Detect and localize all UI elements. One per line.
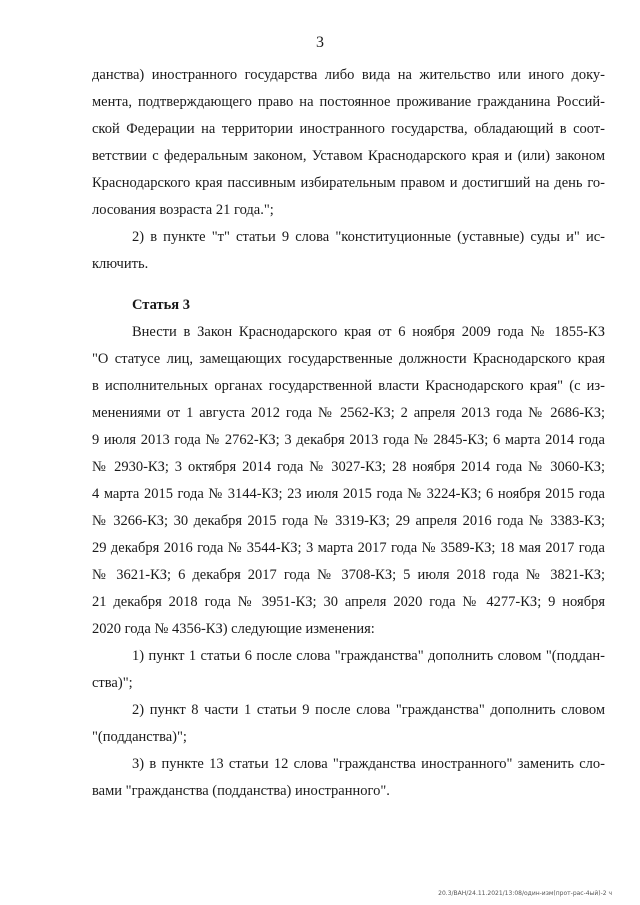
text-line: 2) в пункте "т" статьи 9 слова "конституционные (уставные) суды и" ис- xyxy=(132,229,605,245)
text-line: 1) пункт 1 статьи 6 после слова "гражданства" дополнить словом "(поддан- xyxy=(132,648,605,664)
text-line: ключить. xyxy=(92,256,149,272)
text-line: лосования возраста 21 года."; xyxy=(92,202,274,218)
article-2-continuation xyxy=(92,62,605,278)
text-line: мента, подтверждающего право на постоянное проживание гражданина Россий- xyxy=(92,94,605,110)
text-line: ства)"; xyxy=(92,675,133,691)
text-line: № 3621-КЗ; 6 декабря 2017 года № 3708-КЗ; 5 июля 2018 года № 3821-КЗ; xyxy=(92,567,605,583)
page-number: 3 xyxy=(316,34,324,51)
document-footer-code: 20.3/ВАН/24.11.2021/13:08/один-изм(прот-рас-4ый)-2 ч xyxy=(438,890,612,897)
text-line: 29 декабря 2016 года № 3544-КЗ; 3 марта 2017 года № 3589-КЗ; 18 мая 2017 года xyxy=(92,540,605,556)
text-line: 2020 года № 4356-КЗ) следующие изменения: xyxy=(92,621,375,637)
article-3 xyxy=(92,292,605,805)
text-line: № 2930-КЗ; 3 октября 2014 года № 3027-КЗ; 28 ноября 2014 года № 3060-КЗ; xyxy=(92,459,605,475)
text-line: Краснодарского края пассивным избирательным правом и достигший на день го- xyxy=(92,175,605,191)
article-heading: Статья 3 xyxy=(132,297,190,313)
text-line: ской Федерации на территории иностранного государства, обладающий в соот- xyxy=(92,121,605,137)
text-line: менениями от 1 августа 2012 года № 2562-КЗ; 2 апреля 2013 года № 2686-КЗ; xyxy=(92,405,605,421)
text-line: данства) иностранного государства либо вида на жительство или иного доку- xyxy=(92,67,605,83)
text-line: 9 июля 2013 года № 2762-КЗ; 3 декабря 2013 года № 2845-КЗ; 6 марта 2014 года xyxy=(92,432,605,448)
text-line: № 3266-КЗ; 30 декабря 2015 года № 3319-КЗ; 29 апреля 2016 года № 3383-КЗ; xyxy=(92,513,605,529)
text-line: 2) пункт 8 части 1 статьи 9 после слова "гражданства" дополнить словом xyxy=(132,702,605,718)
text-line: 21 декабря 2018 года № 3951-КЗ; 30 апреля 2020 года № 4277-КЗ; 9 ноября xyxy=(92,594,605,610)
text-line: в исполнительных органах государственной власти Краснодарского края" (с из- xyxy=(92,378,605,394)
text-line: 3) в пункте 13 статьи 12 слова "гражданства иностранного" заменить сло- xyxy=(132,756,605,772)
text-line: ветствии с федеральным законом, Уставом Краснодарского края и (или) законом xyxy=(92,148,605,164)
text-line: Внести в Закон Краснодарского края от 6 ноября 2009 года № 1855-КЗ xyxy=(132,324,605,340)
text-line: "О статусе лиц, замещающих государственные должности Краснодарского края xyxy=(92,351,605,367)
text-line: вами "гражданства (подданства) иностранного". xyxy=(92,783,390,799)
text-line: "(подданства)"; xyxy=(92,729,187,745)
text-line: 4 марта 2015 года № 3144-КЗ; 23 июля 2015 года № 3224-КЗ; 6 ноября 2015 года xyxy=(92,486,605,502)
